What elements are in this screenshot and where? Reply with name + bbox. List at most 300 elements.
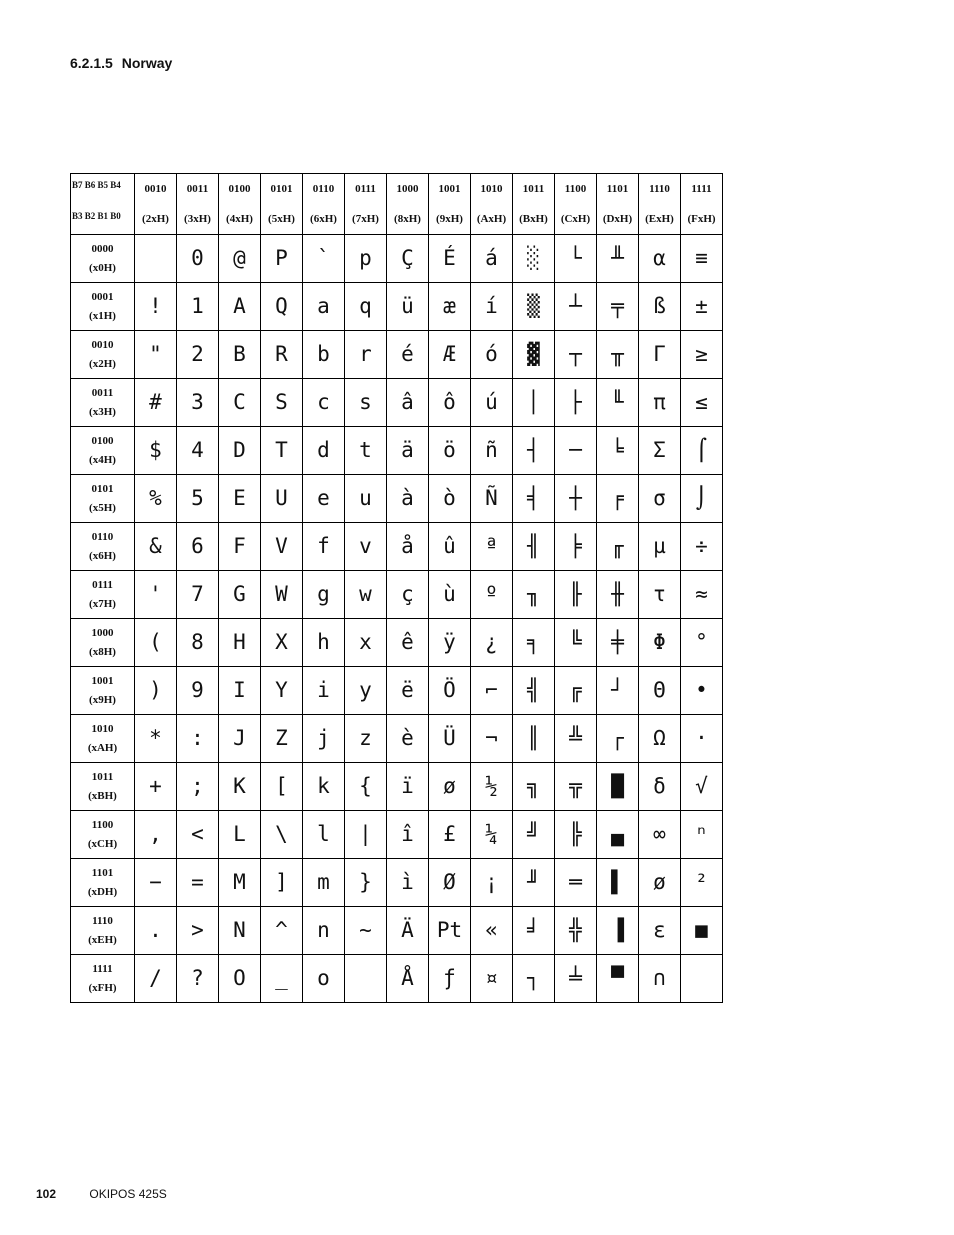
char-cell [387, 235, 429, 283]
char-cell [681, 907, 723, 955]
column-bits: 1110 [649, 183, 670, 195]
char-cell [639, 667, 681, 715]
char-cell [345, 523, 387, 571]
char-cell [303, 427, 345, 475]
char-glyph: v [359, 534, 372, 558]
row-bits: 1111 [92, 962, 113, 975]
char-glyph: 0 [191, 246, 204, 270]
char-glyph: S [275, 390, 288, 414]
char-cell [681, 619, 723, 667]
char-cell [597, 859, 639, 907]
char-glyph: 8 [191, 630, 204, 654]
row-bits: 0111 [92, 578, 113, 591]
char-cell [471, 283, 513, 331]
char-glyph: Pt [436, 918, 463, 942]
row-bits: 1001 [91, 674, 114, 687]
column-hex: (4xH) [226, 213, 253, 225]
row-header [71, 523, 135, 571]
char-glyph: ╤ [611, 294, 624, 318]
row-header [71, 571, 135, 619]
char-cell [219, 331, 261, 379]
char-glyph: ╓ [611, 534, 624, 558]
char-cell [513, 571, 555, 619]
section-number: 6.2.1.5 [70, 55, 113, 71]
char-glyph: s [359, 390, 372, 414]
char-glyph: = [191, 870, 204, 894]
char-glyph: N [233, 918, 246, 942]
char-cell [555, 907, 597, 955]
char-cell [639, 475, 681, 523]
char-cell [303, 859, 345, 907]
char-cell [135, 571, 177, 619]
char-glyph: î [401, 822, 414, 846]
row-header [71, 331, 135, 379]
char-glyph: z [359, 726, 372, 750]
char-cell [681, 763, 723, 811]
column-hex: (BxH) [519, 213, 548, 225]
char-cell [303, 955, 345, 1003]
char-glyph: ° [695, 630, 708, 654]
column-hex: (FxH) [687, 213, 716, 225]
char-cell [177, 331, 219, 379]
char-cell [471, 331, 513, 379]
column-bits: 1100 [564, 183, 587, 195]
char-cell [345, 715, 387, 763]
product-name: OKIPOS 425S [89, 1187, 167, 1201]
char-cell [429, 763, 471, 811]
row-hex: (xFH) [88, 981, 117, 994]
char-glyph: ═ [569, 870, 582, 894]
char-cell [471, 571, 513, 619]
section-title: Norway [121, 55, 173, 71]
char-glyph: e [317, 486, 330, 510]
char-glyph: ÷ [695, 534, 708, 558]
char-cell [429, 379, 471, 427]
char-cell [219, 907, 261, 955]
char-glyph: Ü [443, 726, 456, 750]
char-glyph: [ [275, 774, 288, 798]
column-hex: (3xH) [184, 213, 211, 225]
char-cell [219, 523, 261, 571]
char-glyph: ï [401, 774, 414, 798]
char-glyph: b [317, 342, 330, 366]
char-glyph: │ [527, 390, 540, 414]
char-glyph: * [149, 726, 162, 750]
char-cell [177, 571, 219, 619]
char-glyph: | [359, 822, 372, 846]
char-cell [135, 523, 177, 571]
char-cell [429, 907, 471, 955]
char-glyph: a [317, 294, 330, 318]
char-glyph: U [275, 486, 288, 510]
char-glyph: X [275, 630, 288, 654]
column-bits: 0101 [270, 183, 293, 195]
char-glyph: ) [149, 678, 162, 702]
char-glyph: Ç [401, 246, 414, 270]
char-glyph: ╬ [569, 918, 582, 942]
row-hex: (x7H) [89, 597, 116, 610]
char-cell [345, 763, 387, 811]
char-cell [555, 475, 597, 523]
char-cell [597, 475, 639, 523]
char-glyph: Æ [443, 342, 456, 366]
char-glyph: í [485, 294, 498, 318]
char-glyph: ¬ [485, 726, 498, 750]
column-header [429, 174, 471, 235]
column-hex: (8xH) [394, 213, 421, 225]
char-glyph: − [149, 870, 162, 894]
char-cell [135, 427, 177, 475]
char-cell [303, 283, 345, 331]
column-hex: (CxH) [560, 213, 591, 225]
row-bits: 1110 [92, 914, 113, 927]
column-hex: (6xH) [310, 213, 337, 225]
char-cell [177, 523, 219, 571]
char-cell [345, 811, 387, 859]
char-glyph: ¼ [485, 822, 498, 846]
char-cell [639, 571, 681, 619]
char-glyph: ª [485, 534, 498, 558]
char-glyph: Ä [401, 918, 414, 942]
char-cell [681, 859, 723, 907]
char-glyph: # [149, 390, 162, 414]
char-glyph: ê [401, 630, 414, 654]
char-cell [513, 667, 555, 715]
footer [36, 1187, 167, 1201]
char-cell [429, 715, 471, 763]
char-cell [513, 235, 555, 283]
char-cell [219, 235, 261, 283]
column-header [345, 174, 387, 235]
char-glyph: M [233, 870, 246, 894]
char-glyph: g [317, 582, 330, 606]
char-glyph: ô [443, 390, 456, 414]
char-cell [135, 715, 177, 763]
char-glyph: { [359, 774, 372, 798]
char-cell [219, 811, 261, 859]
char-glyph: 4 [191, 438, 204, 462]
char-cell [177, 619, 219, 667]
row-hex: (x6H) [89, 549, 116, 562]
char-glyph: ε [653, 918, 666, 942]
char-cell [219, 283, 261, 331]
row-hex: (xCH) [87, 837, 118, 850]
char-cell [471, 523, 513, 571]
char-cell [681, 427, 723, 475]
char-glyph: ≡ [695, 246, 708, 270]
char-cell [639, 763, 681, 811]
row-bits: 1011 [91, 770, 114, 783]
char-cell [681, 523, 723, 571]
char-glyph: Q [275, 294, 288, 318]
char-glyph: 6 [191, 534, 204, 558]
char-cell [429, 667, 471, 715]
column-header [303, 174, 345, 235]
char-glyph: > [191, 918, 204, 942]
char-cell [555, 667, 597, 715]
char-cell [471, 619, 513, 667]
char-cell [597, 907, 639, 955]
char-cell [177, 859, 219, 907]
column-header [471, 174, 513, 235]
char-cell [177, 811, 219, 859]
char-cell [639, 331, 681, 379]
char-cell [513, 331, 555, 379]
char-cell [597, 379, 639, 427]
char-glyph: ■ [695, 918, 708, 942]
char-glyph: " [149, 342, 162, 366]
char-cell [681, 811, 723, 859]
char-cell [177, 763, 219, 811]
char-cell [261, 379, 303, 427]
char-cell [513, 619, 555, 667]
char-glyph: ò [443, 486, 456, 510]
char-cell [135, 955, 177, 1003]
char-glyph: ░ [527, 246, 540, 270]
char-glyph: Ω [653, 726, 666, 750]
char-glyph: · [695, 726, 708, 750]
char-cell [555, 859, 597, 907]
char-glyph: ø [653, 870, 666, 894]
char-glyph: R [275, 342, 288, 366]
char-glyph: ≥ [695, 342, 708, 366]
column-hex: (AxH) [476, 213, 507, 225]
char-cell [429, 955, 471, 1003]
char-glyph: q [359, 294, 372, 318]
char-glyph: ╫ [611, 582, 624, 606]
char-cell [261, 523, 303, 571]
char-glyph: ▓ [527, 342, 540, 366]
char-cell [639, 235, 681, 283]
char-glyph: ∞ [653, 822, 666, 846]
char-cell [639, 811, 681, 859]
char-glyph: d [317, 438, 330, 462]
char-glyph: E [233, 486, 246, 510]
char-cell [513, 523, 555, 571]
row-hex: (x5H) [89, 501, 116, 514]
char-glyph: ╥ [611, 342, 624, 366]
char-cell [387, 283, 429, 331]
row-hex: (x8H) [89, 645, 116, 658]
char-cell [681, 571, 723, 619]
char-glyph: τ [653, 582, 666, 606]
char-glyph: ▀ [611, 966, 624, 990]
char-cell [471, 859, 513, 907]
char-cell [555, 715, 597, 763]
char-glyph: ù [443, 582, 456, 606]
char-glyph: ╚ [569, 630, 582, 654]
char-cell [681, 715, 723, 763]
char-glyph: n [317, 918, 330, 942]
table-row [71, 811, 723, 859]
row-header [71, 283, 135, 331]
char-cell [597, 427, 639, 475]
table-row [71, 331, 723, 379]
char-glyph: ö [443, 438, 456, 462]
row-bits: 0000 [91, 242, 114, 255]
char-cell [261, 331, 303, 379]
char-glyph: ä [401, 438, 414, 462]
char-glyph: ó [485, 342, 498, 366]
char-cell [303, 523, 345, 571]
char-cell [429, 859, 471, 907]
char-glyph: û [443, 534, 456, 558]
char-glyph: , [149, 822, 162, 846]
row-hex: (xAH) [87, 741, 118, 754]
char-glyph: ┌ [611, 726, 624, 750]
char-glyph: • [695, 678, 708, 702]
char-glyph: ç [401, 582, 414, 606]
char-glyph: ┴ [569, 294, 582, 318]
char-glyph: √ [695, 774, 708, 798]
char-glyph: ╟ [569, 582, 582, 606]
column-header [597, 174, 639, 235]
char-cell [513, 715, 555, 763]
char-glyph: ? [191, 966, 204, 990]
char-cell [303, 379, 345, 427]
char-cell [387, 859, 429, 907]
char-cell [429, 235, 471, 283]
char-glyph: ╕ [527, 630, 540, 654]
char-glyph: ╛ [527, 918, 540, 942]
char-cell [261, 571, 303, 619]
char-cell [261, 859, 303, 907]
row-header [71, 907, 135, 955]
char-cell [471, 763, 513, 811]
char-cell [555, 763, 597, 811]
table-row [71, 907, 723, 955]
char-glyph: ╡ [527, 486, 540, 510]
char-glyph: £ [443, 822, 456, 846]
char-glyph: \ [275, 822, 288, 846]
char-cell [429, 523, 471, 571]
char-cell [219, 763, 261, 811]
char-glyph: l [317, 822, 330, 846]
char-cell [513, 379, 555, 427]
char-glyph: % [149, 486, 162, 510]
column-bits: 0100 [228, 183, 251, 195]
char-cell [219, 715, 261, 763]
char-cell [597, 619, 639, 667]
row-hex: (x3H) [89, 405, 116, 418]
char-glyph: 7 [191, 582, 204, 606]
char-cell [177, 235, 219, 283]
char-cell [177, 955, 219, 1003]
char-cell [555, 571, 597, 619]
char-glyph: D [233, 438, 246, 462]
char-glyph: ▒ [527, 294, 540, 318]
char-glyph: . [149, 918, 162, 942]
column-bits: 0111 [355, 183, 376, 195]
char-cell [303, 763, 345, 811]
char-cell [639, 619, 681, 667]
char-glyph: _ [275, 966, 288, 990]
char-cell [639, 907, 681, 955]
char-glyph: P [275, 246, 288, 270]
char-glyph: ╔ [569, 678, 582, 702]
char-cell [261, 427, 303, 475]
char-cell [219, 379, 261, 427]
char-cell [387, 475, 429, 523]
column-bits: 1011 [522, 183, 545, 195]
column-bits: 0011 [186, 183, 209, 195]
char-glyph: @ [233, 246, 246, 270]
char-glyph: ² [695, 870, 708, 894]
char-glyph: 3 [191, 390, 204, 414]
char-glyph: & [149, 534, 162, 558]
char-cell [135, 475, 177, 523]
section-heading [70, 55, 172, 71]
char-glyph: $ [149, 438, 162, 462]
char-cell [345, 235, 387, 283]
char-cell [261, 907, 303, 955]
char-glyph: ÿ [443, 630, 456, 654]
column-header [387, 174, 429, 235]
char-glyph: t [359, 438, 372, 462]
table-row [71, 619, 723, 667]
table-row [71, 235, 723, 283]
char-cell [261, 811, 303, 859]
char-cell [387, 427, 429, 475]
char-cell [261, 235, 303, 283]
char-glyph: █ [611, 774, 624, 798]
char-cell [387, 619, 429, 667]
char-cell [639, 859, 681, 907]
row-bits: 0010 [91, 338, 114, 351]
char-cell [387, 379, 429, 427]
char-cell [303, 571, 345, 619]
char-cell [261, 763, 303, 811]
char-glyph: Ø [443, 870, 456, 894]
row-header [71, 235, 135, 283]
char-glyph: k [317, 774, 330, 798]
char-cell [639, 427, 681, 475]
table-row [71, 427, 723, 475]
char-cell [471, 811, 513, 859]
char-glyph: ë [401, 678, 414, 702]
char-glyph: Y [275, 678, 288, 702]
char-glyph: ƒ [443, 966, 456, 990]
char-cell [429, 811, 471, 859]
row-hex: (x1H) [89, 309, 116, 322]
char-cell [135, 331, 177, 379]
char-cell [135, 235, 177, 283]
char-glyph: ╧ [569, 966, 582, 990]
char-glyph: ø [443, 774, 456, 798]
char-glyph: C [233, 390, 246, 414]
char-glyph: π [653, 390, 666, 414]
char-glyph: } [359, 870, 372, 894]
char-cell [345, 283, 387, 331]
char-cell [303, 907, 345, 955]
char-cell [261, 619, 303, 667]
char-cell [345, 571, 387, 619]
char-cell [681, 475, 723, 523]
char-cell [345, 955, 387, 1003]
row-hex: (x9H) [89, 693, 116, 706]
char-glyph: x [359, 630, 372, 654]
char-glyph: y [359, 678, 372, 702]
char-cell [513, 907, 555, 955]
char-cell [219, 619, 261, 667]
char-cell [471, 379, 513, 427]
char-cell [597, 715, 639, 763]
char-glyph: º [485, 582, 498, 606]
char-glyph: c [317, 390, 330, 414]
char-cell [429, 283, 471, 331]
char-glyph: ╘ [611, 438, 624, 462]
char-cell [177, 475, 219, 523]
